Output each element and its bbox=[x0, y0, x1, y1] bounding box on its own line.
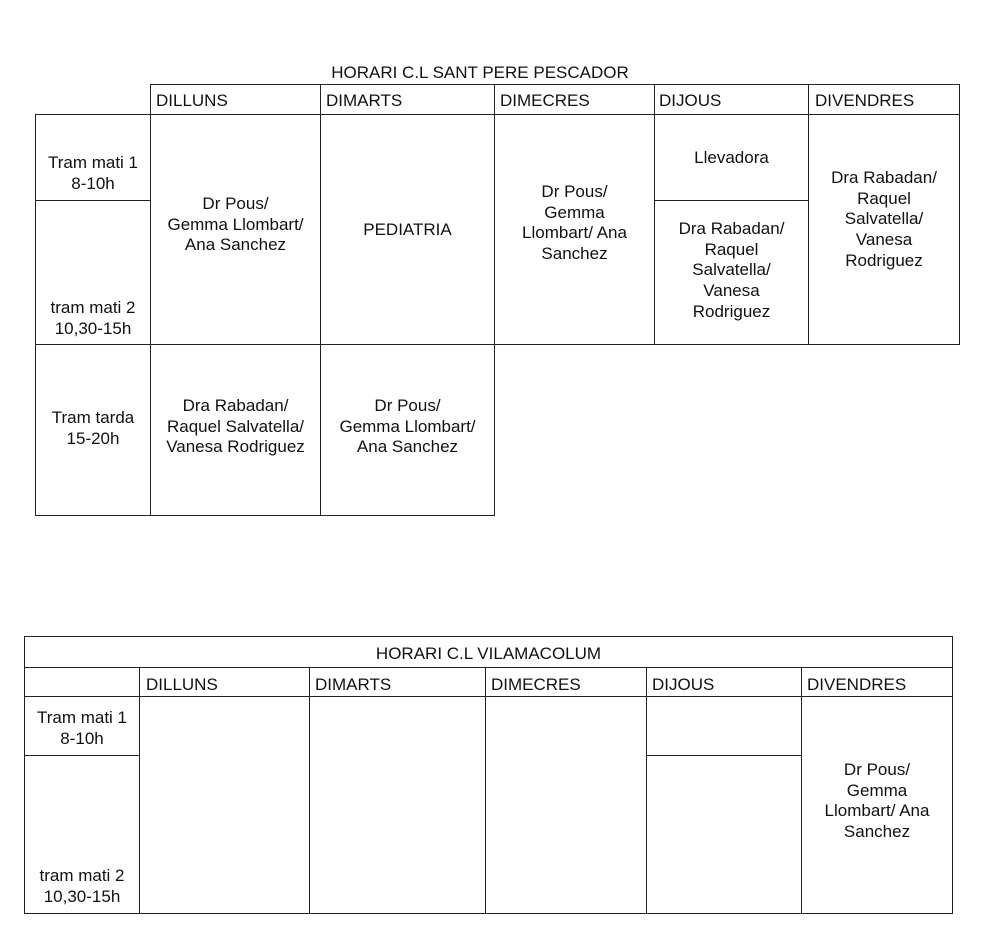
table-title: HORARI C.L VILAMACOLUM bbox=[375, 644, 602, 663]
day-header-dijous: DIJOUS bbox=[652, 675, 715, 694]
cell-dijous-mati1: Llevadora bbox=[694, 148, 769, 167]
slot-label-mati2: tram mati 2 10,30-15h bbox=[50, 298, 136, 338]
day-header-dimecres: DIMECRES bbox=[500, 91, 590, 110]
grid-line bbox=[646, 755, 801, 756]
slot-label-mati1: Tram mati 1 8-10h bbox=[36, 708, 128, 748]
grid-line bbox=[24, 696, 953, 697]
cell-dijous-mati2: Dra Rabadan/ Raquel Salvatella/ Vanesa Rodriguez bbox=[678, 219, 785, 321]
grid-line bbox=[24, 913, 953, 914]
day-header-dilluns: DILLUNS bbox=[146, 675, 218, 694]
cell-dimecres-mati: Dr Pous/ Gemma Llombart/ Ana Sanchez bbox=[522, 182, 627, 264]
day-header-divendres: DIVENDRES bbox=[815, 91, 915, 110]
grid-line bbox=[646, 667, 647, 914]
grid-line bbox=[952, 636, 953, 914]
slot-label-tarda: Tram tarda 15-20h bbox=[51, 408, 135, 448]
grid-line bbox=[24, 636, 953, 637]
day-header-dimecres: DIMECRES bbox=[491, 675, 581, 694]
grid-line bbox=[24, 667, 953, 668]
cell-dilluns-tarda: Dra Rabadan/ Raquel Salvatella/ Vanesa Rodriguez bbox=[166, 396, 305, 457]
day-header-dilluns: DILLUNS bbox=[156, 91, 228, 110]
grid-line bbox=[24, 755, 139, 756]
table-title: HORARI C.L SANT PERE PESCADOR bbox=[331, 63, 629, 82]
day-header-divendres: DIVENDRES bbox=[807, 675, 907, 694]
grid-line bbox=[309, 667, 310, 914]
slot-label-mati2: tram mati 2 10,30-15h bbox=[39, 866, 125, 906]
cell-divendres-mati: Dr Pous/ Gemma Llombart/ Ana Sanchez bbox=[824, 760, 930, 842]
cell-dimarts-tarda: Dr Pous/ Gemma Llombart/ Ana Sanchez bbox=[339, 396, 476, 457]
grid-line bbox=[139, 667, 140, 914]
slot-label-mati1: Tram mati 1 8-10h bbox=[47, 153, 139, 193]
day-header-dimarts: DIMARTS bbox=[315, 675, 392, 694]
cell-divendres-mati: Dra Rabadan/ Raquel Salvatella/ Vanesa Rodriguez bbox=[831, 168, 937, 270]
cell-dimarts-mati: PEDIATRIA bbox=[363, 220, 452, 239]
cell-dilluns-mati: Dr Pous/ Gemma Llombart/ Ana Sanchez bbox=[167, 194, 304, 255]
day-header-dijous: DIJOUS bbox=[659, 91, 722, 110]
day-header-dimarts: DIMARTS bbox=[326, 91, 403, 110]
grid-line bbox=[485, 667, 486, 914]
